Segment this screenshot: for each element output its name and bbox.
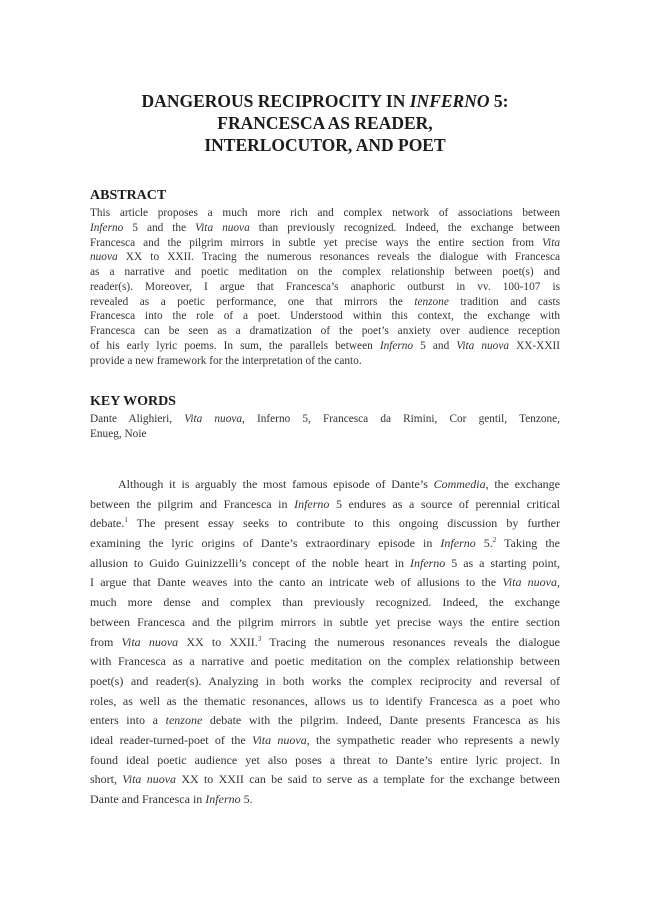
italic-run: Inferno [409,555,446,570]
text-run: enters into a [90,713,166,728]
text-line [90,265,560,280]
text-line [90,427,560,442]
text-run: 5 and the [123,221,196,234]
text-run: Taking the [496,536,560,551]
italic-run: Commedia [433,477,486,491]
italic-run: Inferno [90,221,124,234]
text-line [90,613,560,633]
text-run: examining the lyric origins of Dante’s extraordinary episode in [90,536,441,551]
text-run: The present essay seeks to contribute to this ongoing discussion by further [127,516,560,531]
text-run: 5 and [413,339,457,352]
text-run: revealed as a poetic performance, one that mirrors the [90,295,415,308]
italic-run: tenzone [414,295,449,308]
text-line [90,554,560,574]
text-line [90,692,560,712]
text-run: I argue that Dante weaves into the canto an intricate web of allusions to the [90,575,503,590]
abstract-body [90,206,560,368]
text-run: debate. [90,516,125,531]
text-line [90,593,560,613]
title-line-3: INTERLOCUTOR, AND POET [204,135,446,155]
text-run: XX to XXII can be said to serve as a template for the exchange between [176,772,560,787]
text-line [90,633,560,653]
text-run: Dante Alighieri, [90,413,185,425]
text-run: 5. [475,536,493,551]
italic-run: Vita nuova [195,221,250,234]
text-run: This article proposes a much more rich and complex network of associations between [90,207,560,219]
text-run: from [90,634,122,649]
keywords-heading: KEY WORDS [90,394,176,409]
text-line [90,309,560,324]
footnote-ref: 1 [124,516,128,525]
text-run: as a narrative and poetic meditation on the complex relationship between poet(s) and [90,266,560,278]
text-line [90,475,560,495]
text-line [90,295,560,310]
article-title [60,90,590,156]
text-run: , the sympathetic reader who represents a newly [306,732,561,747]
italic-run: Vita nuova [502,575,557,590]
text-run: , the exchange [485,477,560,491]
italic-run: Vita nuova [456,339,509,352]
text-run: of his early lyric poems. In sum, the parallels between [90,339,380,352]
text-line [90,514,560,534]
text-run: , Inferno 5, Francesca da Rimini, Cor gentil, Tenzone, [242,413,561,425]
text-line [90,280,560,295]
text-run: between Francesca and the pilgrim mirrors in subtle yet precise ways the entire section [90,614,560,629]
text-run: Dante and Francesca in [90,792,206,806]
italic-run: Vita [542,236,560,249]
text-run: provide a new framework for the interpretation of the canto. [90,354,362,367]
footnote-ref: 3 [257,634,262,643]
italic-run: Inferno [205,792,241,806]
text-line [90,412,560,427]
text-run: 5 as a starting point, [445,555,560,570]
text-line [90,495,560,515]
text-run: ideal reader-turned-poet of the [90,732,253,747]
text-run: 5 endures as a source of perennial critical [329,496,560,511]
text-run: allusion to Guido Guinizzelli’s concept of the noble heart in [90,555,410,570]
body-text [90,475,560,810]
text-run: roles, as well as the thematic resonances, allows us to identify Francesca as a poet who [90,693,560,708]
text-run: Francesca into the role of a poet. Understood within this context, the exchange with [90,310,560,323]
text-run: with Francesca as a narrative and poetic meditation on the complex relationship between [90,654,560,669]
italic-run: tenzone [165,713,203,728]
keywords-body [90,412,560,442]
abstract-heading: ABSTRACT [90,188,167,203]
italic-run: Vita nuova [184,413,243,425]
text-line [90,236,560,251]
text-line [90,711,560,731]
text-run: XX to XXII. Tracing the numerous resonances reveals the dialogue with Francesca [117,251,560,264]
text-line [90,534,560,554]
text-line [90,250,560,265]
text-run: poet(s) and reader(s). Analyzing in both works the complex reciprocity and reversal of [90,673,560,688]
text-run: Francesca and the pilgrim mirrors in subtle yet precise ways the entire section from [90,236,542,249]
text-run: debate with the pilgrim. Indeed, Dante presents Francesca as his [202,713,561,728]
text-run: Francesca can be seen as a dramatization of the poet’s anxiety over audience reception [90,325,560,337]
italic-run: Inferno [379,339,414,352]
italic-run: Vita nuova [122,772,177,787]
text-run: , [557,575,560,590]
text-run: than previously recognized. Indeed, the exchange between [249,221,561,234]
text-line [90,790,560,810]
text-run: Although it is arguably the most famous episode of Dante’s [118,477,434,491]
italic-run: Inferno [294,496,330,511]
text-run: found ideal poetic audience yet also poses a threat to Dante’s entire lyric project. In [90,752,560,767]
text-run: tradition and casts [448,295,560,308]
text-line [90,751,560,771]
text-line [90,573,560,593]
text-line [90,652,560,672]
text-line [90,354,560,369]
text-run: much more dense and complex than previously recognized. Indeed, the exchange [90,595,560,610]
italic-run: Vita nuova [121,634,179,649]
text-line [90,770,560,790]
italic-run: nuova [90,251,118,264]
text-line [90,206,560,221]
text-run: Tracing the numerous resonances reveals the dialogue [261,634,560,649]
text-line [90,339,560,354]
text-run: reader(s). Moreover, I argue that Francesca’s anaphoric outburst in vv. 100-107 is [90,280,560,293]
italic-run: Inferno [440,536,476,551]
text-line [90,221,560,236]
text-run: XX to XXII. [178,634,258,649]
text-run: Enueg, Noie [90,427,147,440]
text-run: 5. [240,792,253,806]
text-run: between the pilgrim and Francesca in [90,496,295,511]
text-line [90,672,560,692]
title-line-1: DANGEROUS RECIPROCITY IN INFERNO 5: [141,91,509,111]
text-line [90,324,560,339]
text-line [90,731,560,751]
italic-run: Vita nuova [252,732,307,747]
text-run: XX-XXII [509,339,561,352]
footnote-ref: 2 [492,536,497,545]
text-run: short, [90,772,123,787]
title-line-2: FRANCESCA AS READER, [217,113,433,133]
